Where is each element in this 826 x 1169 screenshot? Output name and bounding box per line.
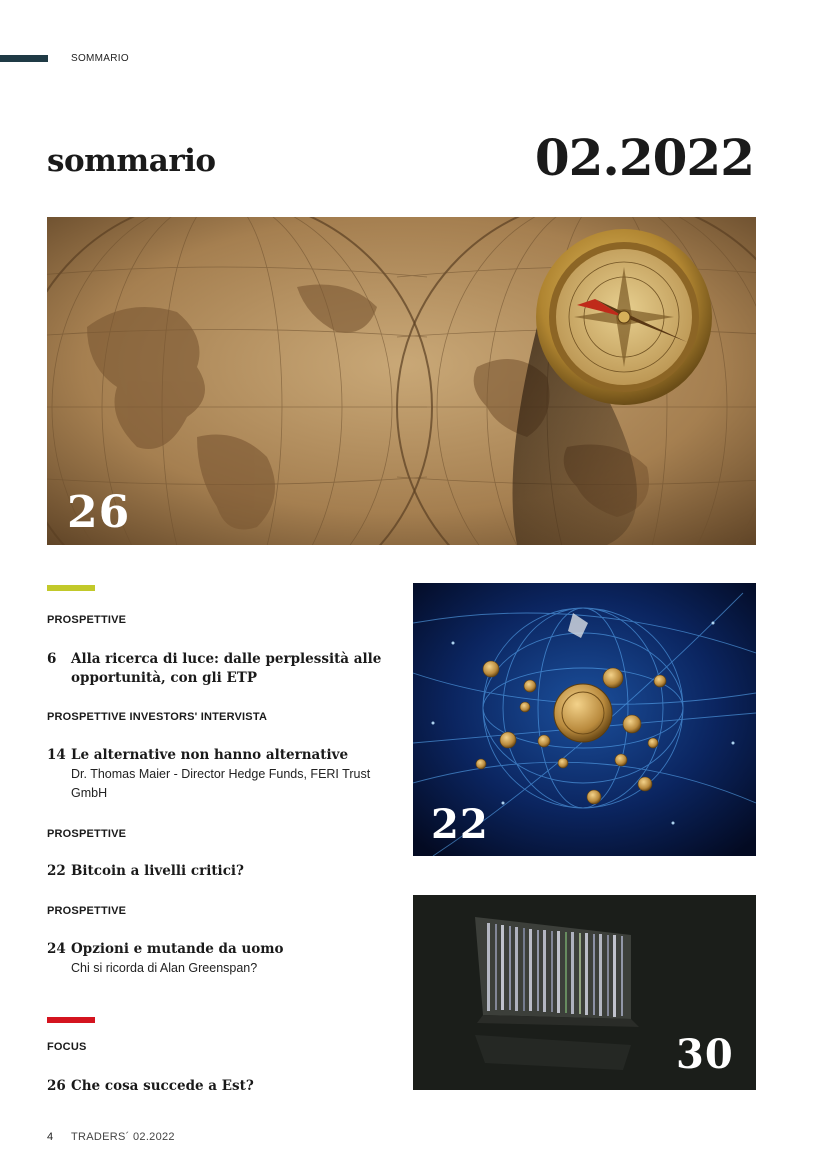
toc-entry-page: 6 [47, 651, 57, 667]
toc-entry-subtitle: Dr. Thomas Maier - Director Hedge Funds, FERI Trust GmbH [71, 767, 371, 800]
image-page-number: 22 [431, 801, 489, 848]
section-label: PROSPETTIVE [47, 614, 127, 626]
toc-entry[interactable] [47, 650, 397, 688]
hero-image-map-compass[interactable] [47, 217, 756, 545]
accent-bar-green [47, 585, 95, 591]
toc-entry-title: Che cosa succede a Est? [71, 1078, 254, 1094]
toc-entry-page: 14 [47, 747, 66, 763]
toc-entry-title: Alla ricerca di luce: dalle perplessità alle opportunità, con gli ETP [71, 651, 382, 686]
toc-entry-page: 26 [47, 1078, 66, 1094]
section-label: FOCUS [47, 1041, 87, 1053]
footer-page-number: 4 [47, 1131, 54, 1143]
toc-entry-title: Opzioni e mutande da uomo [71, 941, 284, 957]
page-title: sommario [47, 143, 216, 179]
map-compass-illustration [47, 217, 756, 545]
issue-number: 02.2022 [534, 128, 754, 187]
section-label: PROSPETTIVE [47, 828, 127, 840]
toc-entry[interactable] [47, 940, 397, 978]
toc-entry[interactable] [47, 746, 397, 803]
header-accent-bar [0, 55, 48, 62]
article-image-laptop[interactable] [413, 895, 756, 1090]
hero-page-number: 26 [67, 487, 131, 538]
footer-magazine-name: TRADERS´ 02.2022 [71, 1131, 175, 1143]
accent-bar-red [47, 1017, 95, 1023]
toc-entry[interactable] [47, 1077, 397, 1096]
article-image-bitcoin[interactable] [413, 583, 756, 856]
toc-entry-page: 24 [47, 941, 66, 957]
toc-entry-subtitle: Chi si ricorda di Alan Greenspan? [71, 961, 258, 975]
toc-entry-page: 22 [47, 863, 66, 879]
toc-entry-title: Le alternative non hanno alternative [71, 747, 349, 763]
image-page-number: 30 [676, 1031, 734, 1078]
section-label: PROSPETTIVE INVESTORS' INTERVISTA [47, 711, 268, 723]
header-section-label: SOMMARIO [71, 53, 129, 64]
section-label: PROSPETTIVE [47, 905, 127, 917]
toc-entry[interactable] [47, 862, 397, 881]
toc-entry-title: Bitcoin a livelli critici? [71, 863, 244, 879]
